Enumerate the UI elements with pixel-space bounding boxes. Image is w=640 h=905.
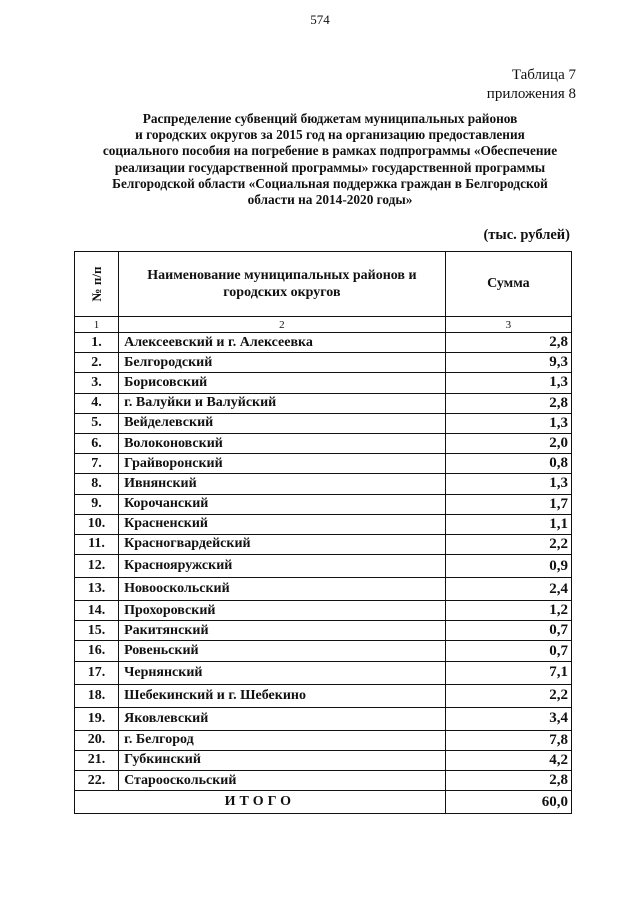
district-name: Новооскольский: [119, 578, 446, 601]
row-sum: 3,4: [445, 707, 571, 730]
table-row: [75, 621, 572, 641]
row-sum: 4,2: [445, 750, 571, 770]
title-line: и городских округов за 2015 год на организацию предоставления: [135, 127, 525, 143]
table-row: [75, 393, 572, 413]
header-name: Наименование муниципальных районов и городских округов: [147, 268, 417, 300]
table-row: [75, 433, 572, 453]
table-row: [75, 413, 572, 433]
page-number: 574: [310, 12, 330, 27]
row-number: 7.: [75, 454, 119, 474]
row-sum: 2,8: [445, 771, 571, 791]
table-row: [75, 494, 572, 514]
row-sum: 0,7: [445, 621, 571, 641]
row-number: 13.: [75, 578, 119, 601]
row-sum: 1,3: [445, 373, 571, 393]
table-row: [75, 333, 572, 353]
row-sum: 9,3: [445, 353, 571, 373]
header-no-cell: [75, 252, 119, 317]
table-label: [487, 66, 576, 104]
district-name: Старооскольский: [119, 771, 446, 791]
district-name: Краснояружский: [119, 555, 446, 578]
district-name: Шебекинский и г. Шебекино: [119, 684, 446, 707]
table-row: [75, 373, 572, 393]
district-name: Белгородский: [119, 353, 446, 373]
table-row: [75, 534, 572, 554]
row-number: 4.: [75, 393, 119, 413]
district-name: Волоконовский: [119, 433, 446, 453]
column-number: 3: [445, 317, 571, 333]
table-row: [75, 454, 572, 474]
district-name: Ракитянский: [119, 621, 446, 641]
row-number: 6.: [75, 433, 119, 453]
row-number: 19.: [75, 707, 119, 730]
district-name: Прохоровский: [119, 601, 446, 621]
table-row: [75, 474, 572, 494]
table-row: [75, 771, 572, 791]
row-sum: 0,7: [445, 641, 571, 661]
row-sum: 2,2: [445, 534, 571, 554]
row-sum: 2,0: [445, 433, 571, 453]
row-number: 16.: [75, 641, 119, 661]
district-name: Ивнянский: [119, 474, 446, 494]
row-number: 9.: [75, 494, 119, 514]
district-name: Вейделевский: [119, 413, 446, 433]
row-sum: 7,1: [445, 661, 571, 684]
table-row: [75, 661, 572, 684]
column-number-row: [75, 317, 572, 333]
table-row: [75, 641, 572, 661]
total-row: [75, 791, 572, 814]
table-row: [75, 353, 572, 373]
district-name: Ровеньский: [119, 641, 446, 661]
header-name-cell: [119, 252, 446, 317]
district-name: Борисовский: [119, 373, 446, 393]
row-number: 22.: [75, 771, 119, 791]
row-number: 17.: [75, 661, 119, 684]
table-row: [75, 601, 572, 621]
district-name: Губкинский: [119, 750, 446, 770]
row-number: 1.: [75, 333, 119, 353]
row-number: 15.: [75, 621, 119, 641]
table-header-row: [75, 252, 572, 317]
district-name: Красногвардейский: [119, 534, 446, 554]
document-title: [80, 111, 580, 208]
row-sum: 1,1: [445, 514, 571, 534]
row-sum: 2,2: [445, 684, 571, 707]
table-label-line: приложения 8: [486, 86, 576, 102]
district-name: Красненский: [119, 514, 446, 534]
row-sum: 2,8: [445, 393, 571, 413]
row-number: 10.: [75, 514, 119, 534]
district-name: Чернянский: [119, 661, 446, 684]
column-number: 2: [119, 317, 446, 333]
district-name: Яковлевский: [119, 707, 446, 730]
row-sum: 7,8: [445, 730, 571, 750]
district-name: Корочанский: [119, 494, 446, 514]
row-number: 5.: [75, 413, 119, 433]
district-name: Алексеевский и г. Алексеевка: [119, 333, 446, 353]
units-label: (тыс. рублей): [483, 227, 570, 243]
table-row: [75, 750, 572, 770]
column-number: 1: [75, 317, 119, 333]
row-number: 18.: [75, 684, 119, 707]
total-label: ИТОГО: [75, 791, 446, 814]
title-line: области на 2014-2020 годы»: [247, 192, 413, 208]
row-sum: 1,3: [445, 413, 571, 433]
district-name: г. Валуйки и Валуйский: [119, 393, 446, 413]
table-row: [75, 514, 572, 534]
table-row: [75, 578, 572, 601]
table-row: [75, 555, 572, 578]
table-row: [75, 684, 572, 707]
header-sum-cell: [445, 252, 571, 317]
row-number: 11.: [75, 534, 119, 554]
row-sum: 1,7: [445, 494, 571, 514]
row-sum: 2,8: [445, 333, 571, 353]
distribution-table: [74, 251, 572, 814]
row-number: 12.: [75, 555, 119, 578]
row-sum: 2,4: [445, 578, 571, 601]
row-number: 20.: [75, 730, 119, 750]
row-number: 8.: [75, 474, 119, 494]
row-number: 21.: [75, 750, 119, 770]
row-sum: 1,2: [445, 601, 571, 621]
table-label-line: Таблица 7: [511, 67, 576, 83]
table-row: [75, 730, 572, 750]
title-line: социального пособия на погребение в рамках подпрограммы «Обеспечение: [102, 143, 558, 159]
header-no: № п/п: [88, 266, 104, 302]
row-sum: 0,9: [445, 555, 571, 578]
row-number: 14.: [75, 601, 119, 621]
district-name: г. Белгород: [119, 730, 446, 750]
title-line: Распределение субвенций бюджетам муниципальных районов: [142, 111, 518, 126]
total-sum: 60,0: [445, 791, 571, 814]
header-sum: Сумма: [487, 276, 530, 291]
district-name: Грайворонский: [119, 454, 446, 474]
table-row: [75, 707, 572, 730]
row-number: 2.: [75, 353, 119, 373]
row-sum: 0,8: [445, 454, 571, 474]
row-sum: 1,3: [445, 474, 571, 494]
title-line: Белгородской области «Социальная поддержка граждан в Белгородской: [112, 175, 548, 191]
row-number: 3.: [75, 373, 119, 393]
title-line: реализации государственной программы» государственной программы: [114, 159, 546, 175]
